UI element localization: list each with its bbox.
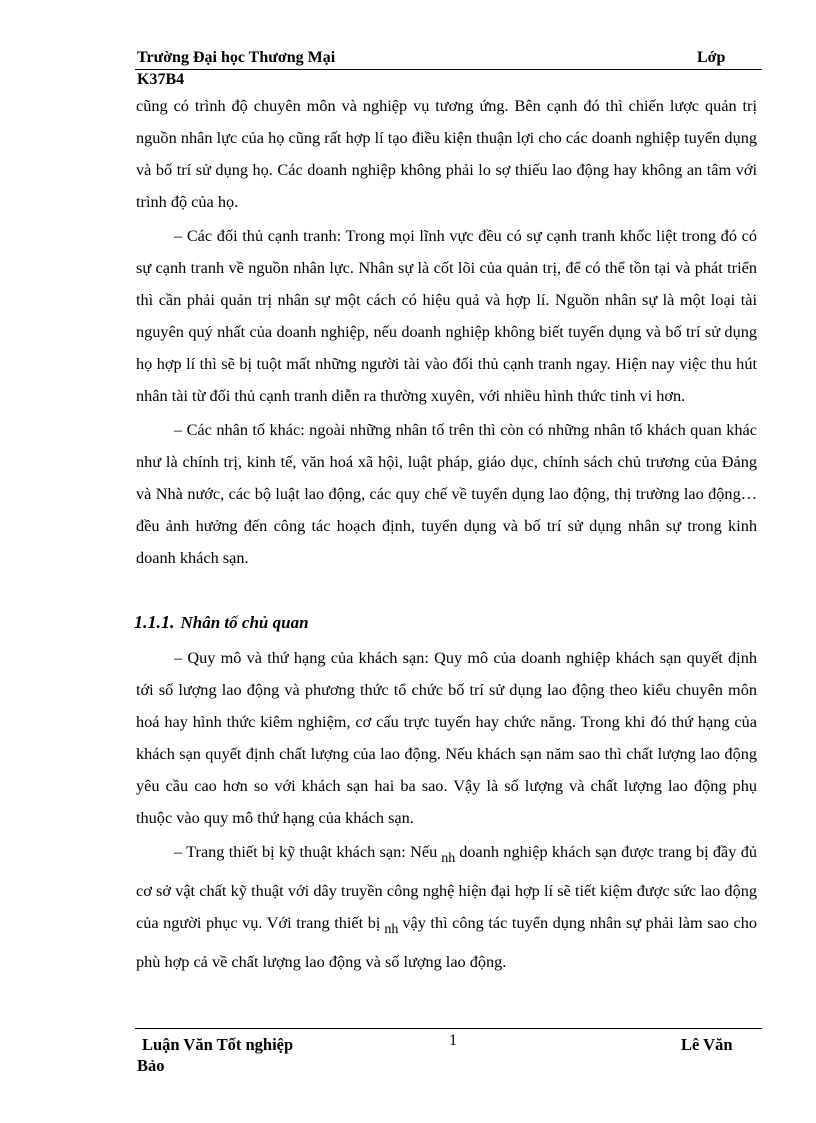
body-text-bottom	[136, 642, 757, 978]
page-number: 1	[449, 1032, 457, 1049]
paragraph-competitors: – Các đối thủ cạnh tranh: Trong mọi lĩnh vực đều có sự cạnh tranh khốc liệt trong đó có sự cạnh tranh về nguồn nhân lực. Nhân sự là cốt lõi của quản trị, để có thể tồn tại và phát triển thì cần phải quản trị nhân sự một cách có hiệu quả và hợp lí. Nguồn nhân sự là một loại tài nguyên quý nhất của doanh nghiệp, nếu doanh nghiệp không biết tuyển dụng và bố trí sử dụng họ hợp lí thì sẽ bị tuột mất những người tài vào đối thủ cạnh tranh ngay. Hiện nay việc thu hút nhân tài từ đối thủ cạnh tranh diễn ra thường xuyên, với nhiều hình thức tinh vi hơn.	[136, 226, 757, 405]
body-text-top	[136, 90, 757, 574]
equipment-text-c: vậy thì công tác tuyển dụng nhân sự phải làm sao cho phù hợp cả về chất lượng lao động và số lượng lao động.	[136, 913, 757, 971]
paragraph-hotel-scale: – Quy mô và thứ hạng của khách sạn: Quy mô của doanh nghiệp khách sạn quyết định tới số lượng lao động và phương thức tổ chức bố trí sử dụng lao động theo kiểu chuyên môn hoá hay hình thức kiêm nghiệm, cơ cấu trực tuyến hay chức năng. Trong khi đó thứ hạng của khách sạn quyết định chất lượng của lao động. Nếu khách sạn năm sao thì chất lượng lao động yêu cầu cao hơn so với khách sạn hai ba sao. Vậy là số lượng và chất lượng lao động phụ thuộc vào quy mô thứ hạng của khách sạn.	[136, 648, 757, 827]
equipment-text-a: – Trang thiết bị kỹ thuật khách sạn: Nếu	[174, 842, 438, 861]
footer-author-first: Lê Văn	[681, 1035, 733, 1054]
subscript-fragment: nh	[441, 851, 456, 866]
equipment-text-b: doanh nghiệp khách sạn được trang bị đầy đủ cơ sở vật chất kỹ thuật với dây truyền công nghệ hiện đại hợp lí sẽ tiết kiệm được sức lao động của người phục vụ. Với trang thiết bị	[136, 842, 758, 932]
paragraph-continuation: cũng có trình độ chuyên môn và nghiệp vụ tương ứng. Bên cạnh đó thì chiến lược quản trị nguồn nhân lực của họ cũng rất hợp lí tạo điều kiện thuận lợi cho các doanh nghiệp tuyển dụng và bố trí sử dụng họ. Các doanh nghiệp không phải lo sợ thiếu lao động hay không an tâm với trình độ của họ.	[136, 96, 757, 211]
footer-title: Luận Văn Tốt nghiệp	[142, 1035, 294, 1054]
section-number: 1.1.1.	[134, 612, 175, 632]
paragraph-equipment	[136, 836, 757, 978]
header-class-code: K37B4	[137, 71, 185, 88]
footer-author-last: Bảo	[137, 1056, 165, 1075]
section-title: Nhân tố chủ quan	[180, 613, 309, 632]
section-heading	[134, 612, 309, 633]
subscript-fragment: nh	[384, 922, 399, 937]
footer-rule	[135, 1028, 762, 1029]
header-class-label: Lớp	[697, 49, 726, 66]
header-school: Trường Đại học Thương Mại	[137, 49, 336, 66]
header-rule	[135, 69, 762, 70]
paragraph-other-factors: – Các nhân tố khác: ngoài những nhân tố trên thì còn có những nhân tố khách quan khác như là chính trị, kinh tế, văn hoá xã hội, luật pháp, giáo dục, chính sách chủ trương của Đảng và Nhà nước, các bộ luật lao động, các quy chế về tuyển dụng lao động, thị trường lao động… đều ảnh hưởng đến công tác hoạch định, tuyển dụng và bố trí sử dụng nhân sự trong kinh doanh khách sạn.	[136, 420, 757, 567]
